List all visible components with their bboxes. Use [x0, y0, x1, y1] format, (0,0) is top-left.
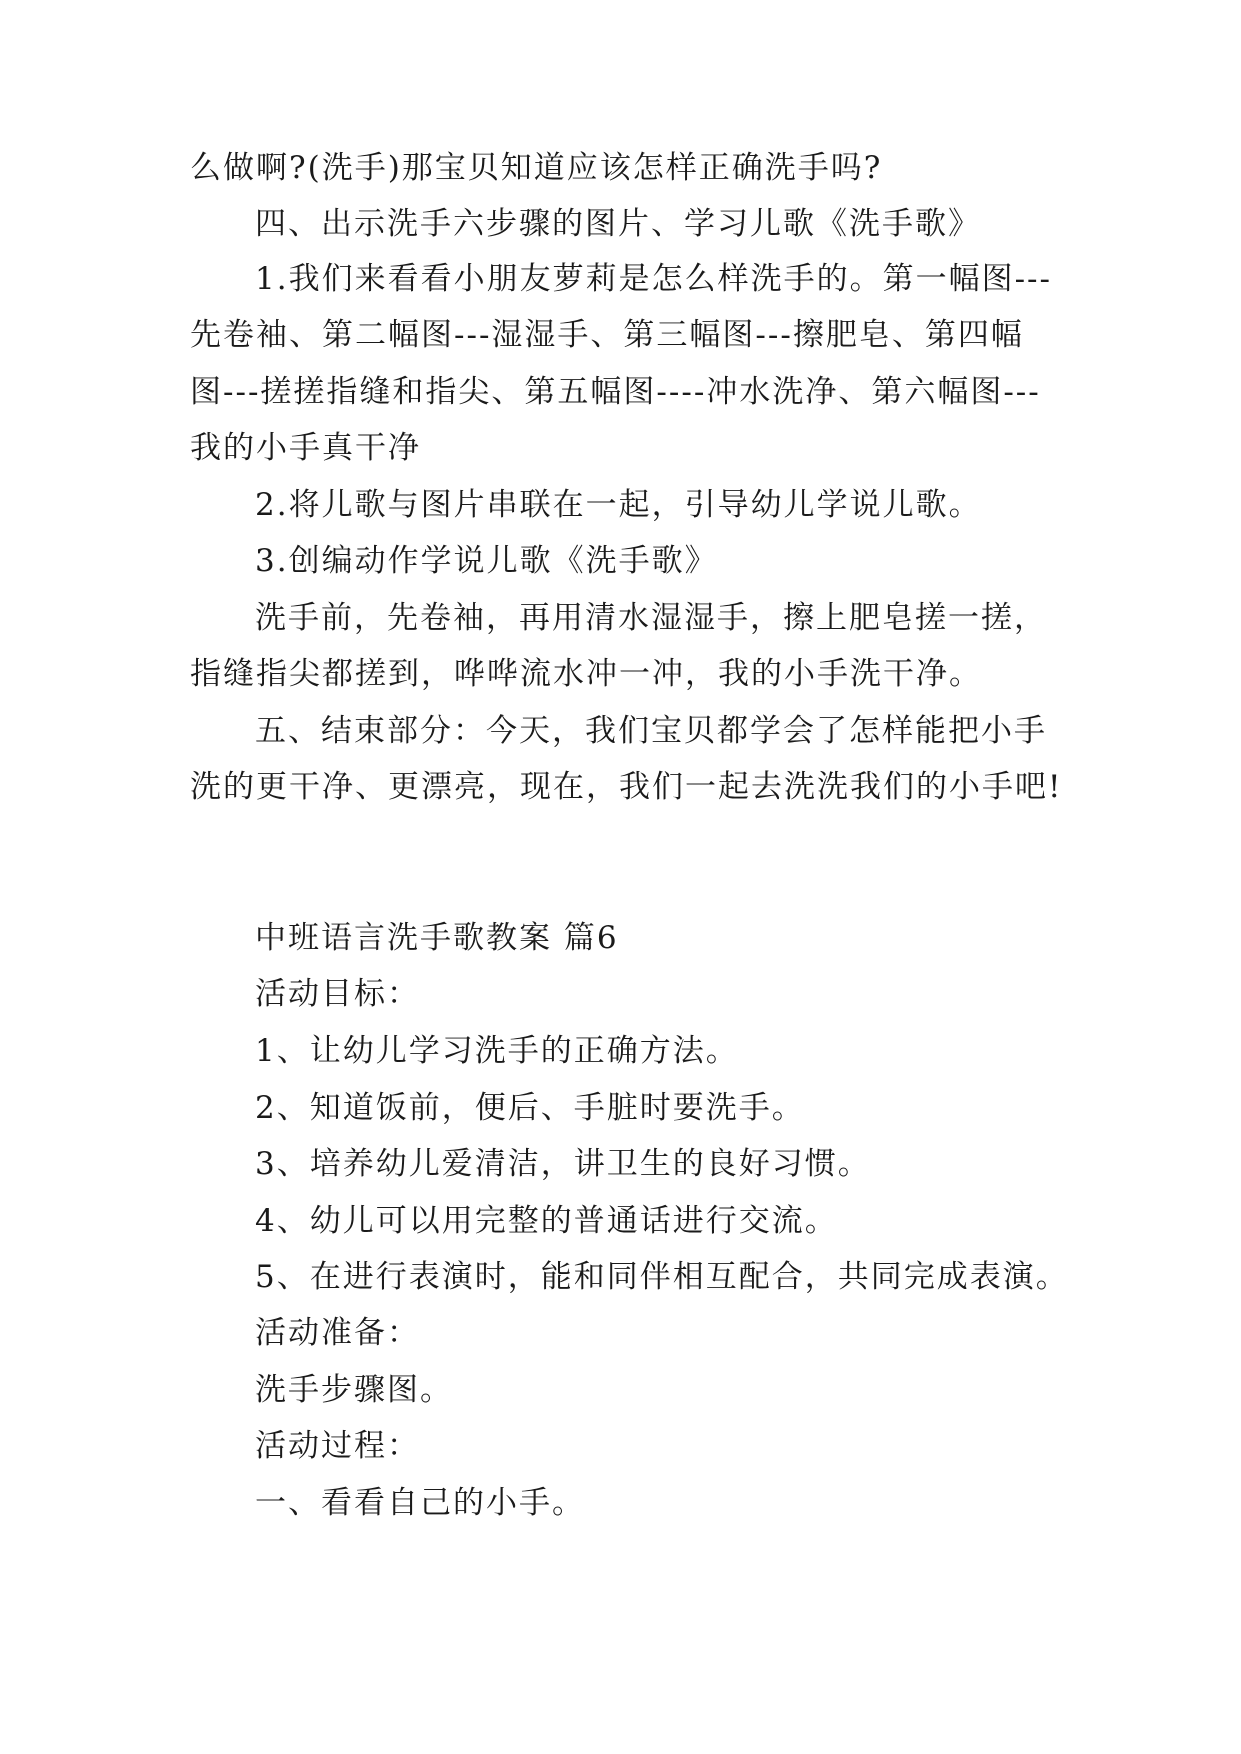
section-heading: 活动目标：: [255, 976, 420, 1012]
section-heading: 四、出示洗手六步骤的图片、学习儿歌《洗手歌》: [255, 206, 981, 242]
text-line: 我的小手真干净: [190, 430, 421, 466]
list-item: 1、让幼儿学习洗手的正确方法。: [255, 1033, 739, 1069]
text-line: 洗的更干净、更漂亮，现在，我们一起去洗洗我们的小手吧!: [190, 769, 1063, 805]
text-line: 洗手步骤图。: [255, 1372, 453, 1408]
text-line: 先卷袖、第二幅图---湿湿手、第三幅图---擦肥皂、第四幅: [190, 317, 1024, 353]
text-line: 3.创编动作学说儿歌《洗手歌》: [255, 543, 718, 579]
text-line: 洗手前，先卷袖，再用清水湿湿手，擦上肥皂搓一搓，: [255, 600, 1047, 636]
text-line: 2.将儿歌与图片串联在一起，引导幼儿学说儿歌。: [255, 487, 982, 523]
text-line: 1.我们来看看小朋友萝莉是怎么样洗手的。第一幅图---: [255, 261, 1052, 297]
section-heading: 五、结束部分：今天，我们宝贝都学会了怎样能把小手: [255, 713, 1047, 749]
section-heading: 活动准备：: [255, 1315, 420, 1351]
article-title: 中班语言洗手歌教案 篇6: [255, 920, 619, 956]
text-line: 指缝指尖都搓到，哗哗流水冲一冲，我的小手洗干净。: [190, 656, 982, 692]
list-item: 2、知道饭前，便后、手脏时要洗手。: [255, 1090, 805, 1126]
text-line: 图---搓搓指缝和指尖、第五幅图----冲水洗净、第六幅图---: [190, 374, 1041, 410]
text-line: 一、看看自己的小手。: [255, 1485, 585, 1521]
list-item: 5、在进行表演时，能和同伴相互配合，共同完成表演。: [255, 1259, 1069, 1295]
section-heading: 活动过程：: [255, 1428, 420, 1464]
list-item: 4、幼儿可以用完整的普通话进行交流。: [255, 1203, 838, 1239]
list-item: 3、培养幼儿爱清洁，讲卫生的良好习惯。: [255, 1146, 871, 1182]
text-line: 么做啊?(洗手)那宝贝知道应该怎样正确洗手吗?: [190, 150, 883, 186]
